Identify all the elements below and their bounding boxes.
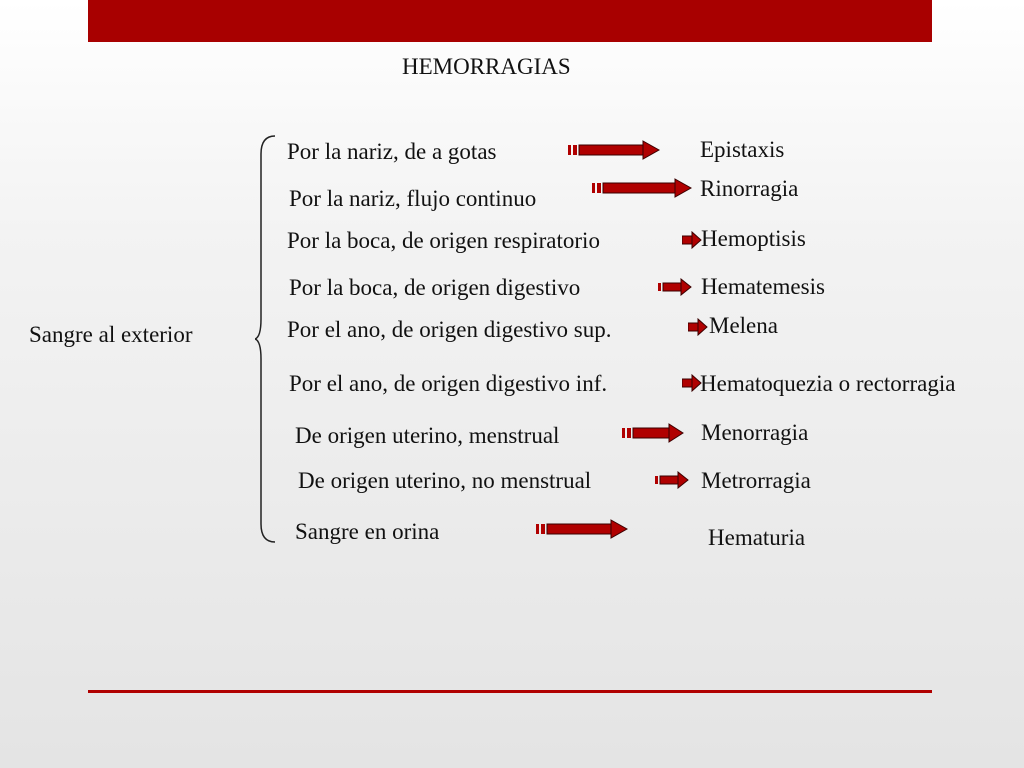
- left-brace: [255, 134, 279, 544]
- origin-label: Por la nariz, de a gotas: [287, 139, 497, 164]
- origin-label: Por el ano, de origen digestivo inf.: [289, 371, 608, 396]
- origin-label: Por la boca, de origen respiratorio: [287, 228, 600, 253]
- term-label: Hematemesis: [701, 274, 825, 299]
- term-label: Melena: [709, 313, 778, 338]
- origin-label: Sangre en orina: [295, 519, 440, 544]
- origin-label: Por la nariz, flujo continuo: [289, 186, 537, 211]
- arrow-icon: [682, 374, 702, 392]
- slide-title: HEMORRAGIAS: [402, 54, 571, 79]
- arrow-icon: [568, 140, 660, 160]
- top-accent-bar: [88, 0, 932, 42]
- term-label: Metrorragia: [701, 468, 811, 493]
- arrow-icon: [682, 231, 702, 249]
- arrow-icon: [536, 519, 628, 539]
- origin-label: De origen uterino, menstrual: [295, 423, 560, 448]
- origin-label: Por el ano, de origen digestivo sup.: [287, 317, 612, 342]
- term-label: Hematoquezia o rectorragia: [700, 371, 956, 396]
- arrow-icon: [688, 318, 708, 336]
- source-label: Sangre al exterior: [29, 322, 193, 347]
- arrow-icon: [622, 423, 684, 443]
- bottom-divider: [88, 690, 932, 693]
- term-label: Epistaxis: [700, 137, 785, 162]
- origin-label: Por la boca, de origen digestivo: [289, 275, 581, 300]
- origin-label: De origen uterino, no menstrual: [298, 468, 592, 493]
- arrow-icon: [592, 178, 692, 198]
- term-label: Rinorragia: [700, 176, 799, 201]
- term-label: Hemoptisis: [701, 226, 806, 251]
- term-label: Hematuria: [708, 525, 806, 550]
- term-label: Menorragia: [701, 420, 809, 445]
- arrow-icon: [658, 278, 692, 296]
- arrow-icon: [655, 471, 689, 489]
